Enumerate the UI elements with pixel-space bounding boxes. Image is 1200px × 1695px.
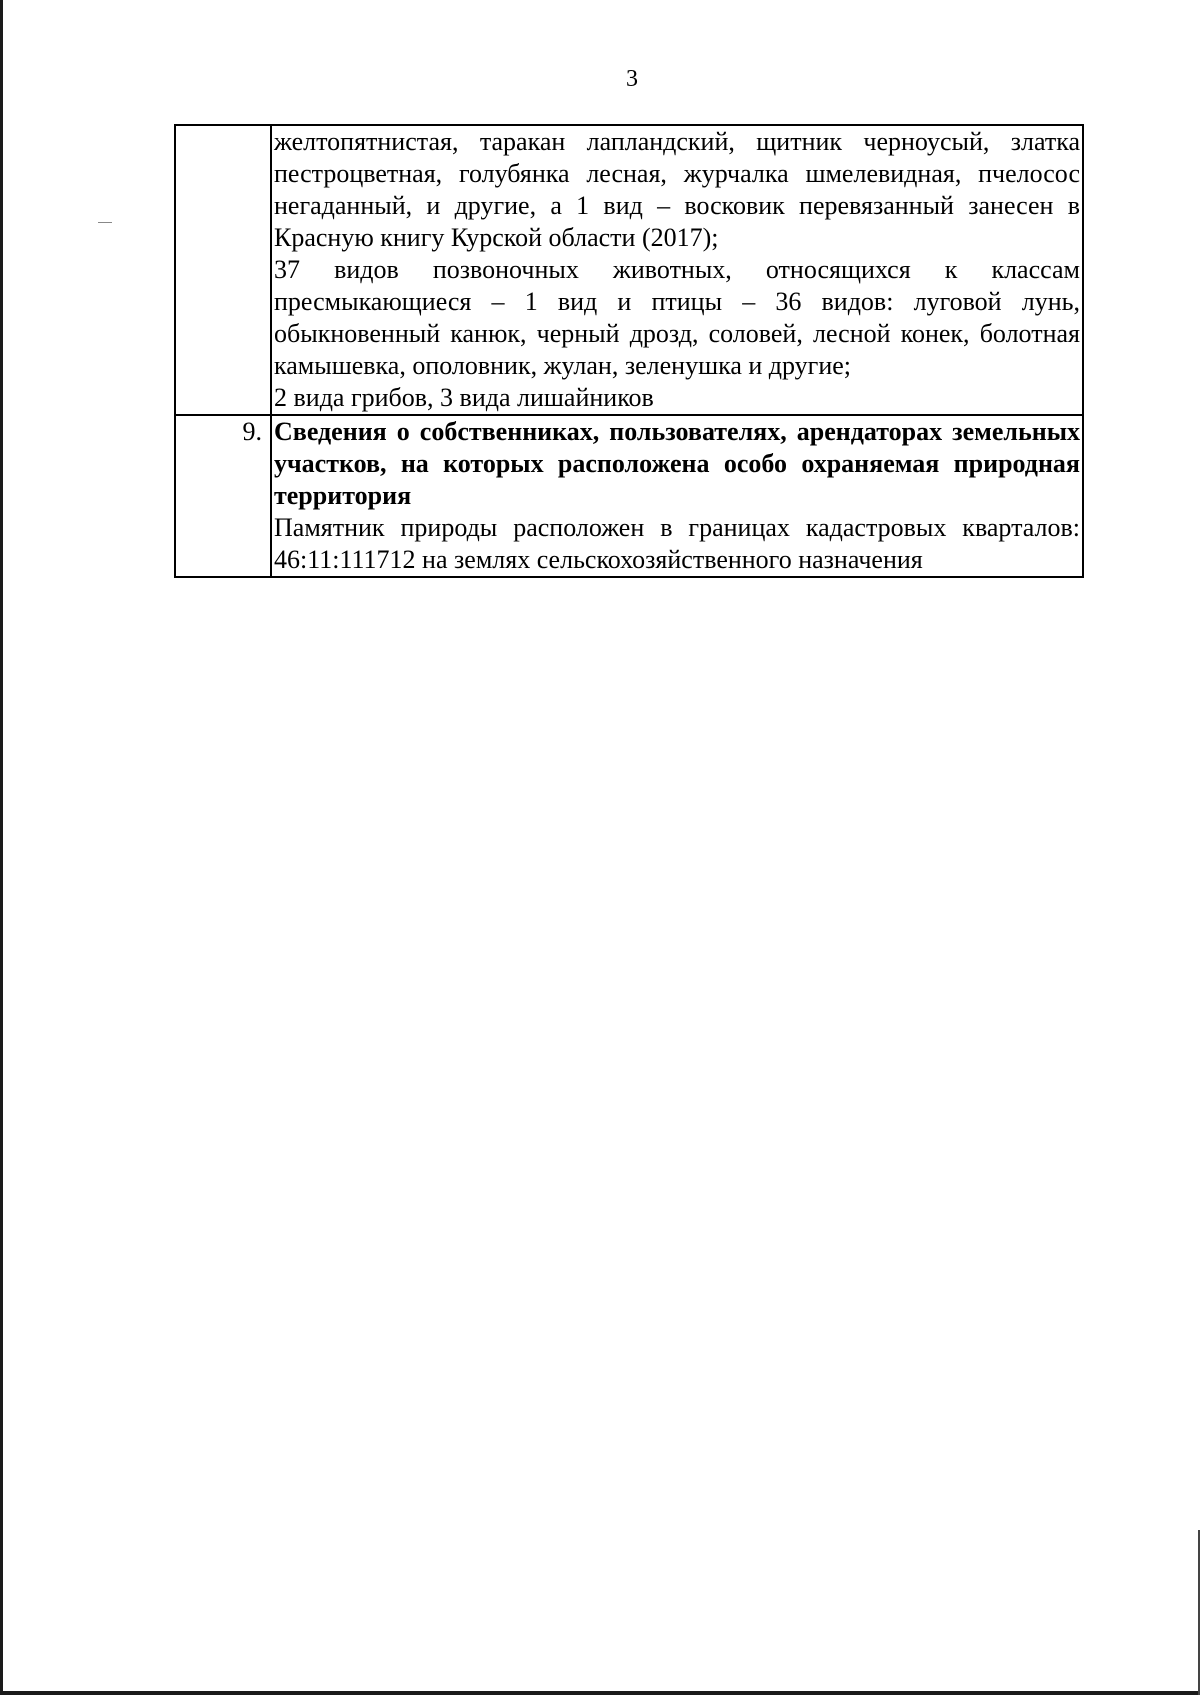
section-body: Памятник природы расположен в границах кадастровых кварталов: 46:11:111712 на землях сельскохозяйственного назначения — [274, 513, 1080, 574]
page-number: 3 — [626, 66, 638, 92]
table-row-continuation — [175, 125, 1083, 415]
paragraph-fungi-lichens: 2 вида грибов, 3 вида лишайников — [274, 383, 654, 412]
paragraph-invertebrates: желтопятнистая, таракан лапландский, щитник черноусый, златка пестроцветная, голубянка лесная, журчалка шмелевидная, пчелосос негаданный, и другие, а 1 вид – восковик перевязанный занесен в Красную книгу Курской области (2017); — [274, 127, 1080, 252]
scan-artifact — [98, 222, 112, 223]
table-row-9 — [175, 415, 1083, 577]
row-number-cell: 9. — [175, 415, 271, 577]
row-content-cell — [271, 125, 1083, 415]
row-number-cell — [175, 125, 271, 415]
paragraph-vertebrates: 37 видов позвоночных животных, относящихся к классам пресмыкающиеся – 1 вид и птицы – 36 видов: луговой лунь, обыкновенный канюк, черный дрозд, соловей, лесной конек, болотная камышевка, ополовник, жулан, зеленушка и другие; — [274, 255, 1080, 380]
row-content-cell — [271, 415, 1083, 577]
document-table — [174, 124, 1084, 578]
scan-border-bottom — [0, 1691, 1200, 1695]
section-heading: Сведения о собственниках, пользователях, арендаторах земельных участков, на которых расположена особо охраняемая природная территория — [274, 417, 1080, 510]
scan-border-left — [0, 0, 3, 1695]
